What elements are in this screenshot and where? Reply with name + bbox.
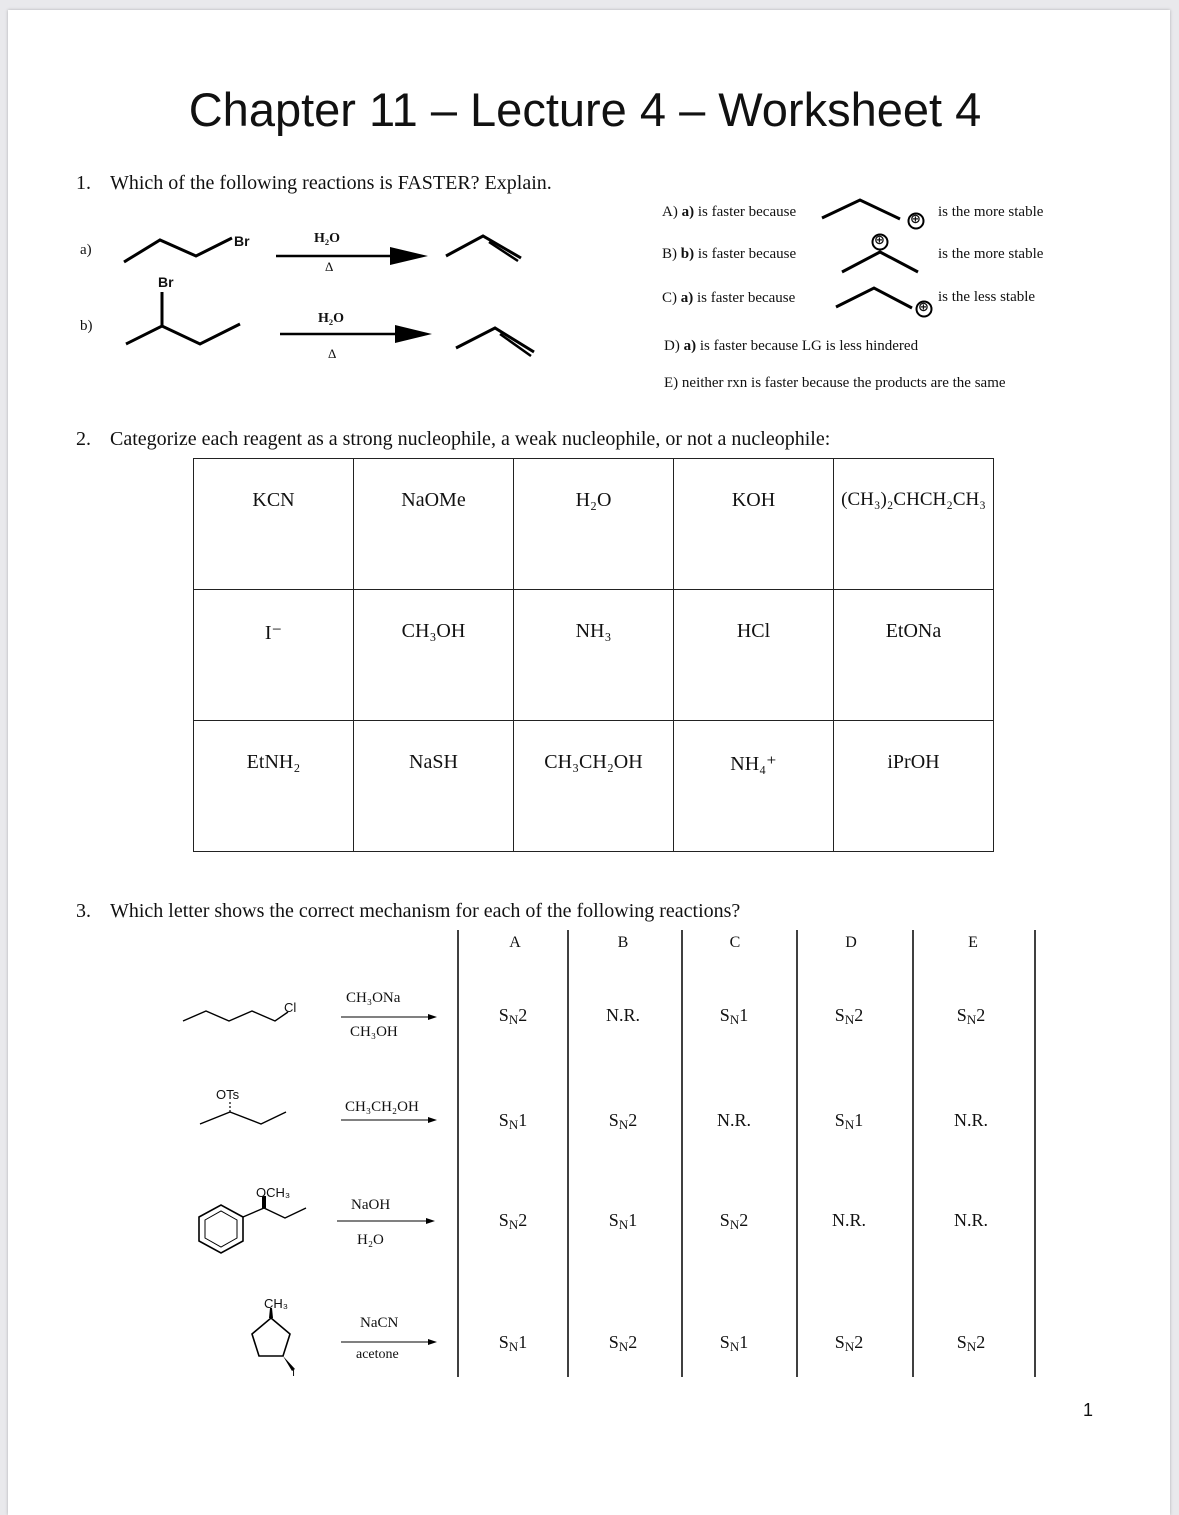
- option-E[interactable]: E) neither rxn is faster because the products are the same: [664, 375, 1006, 391]
- reagent-b: H₂O: [318, 311, 344, 326]
- bromine-label-a: Br: [234, 233, 250, 249]
- option-C-tail: is the less stable: [938, 289, 1036, 305]
- option-B[interactable]: B) b) is faster because: [662, 246, 797, 262]
- page-number: 1: [1083, 1400, 1094, 1420]
- reagent-cell[interactable]: NH₄⁺: [674, 721, 834, 852]
- cation-charge-C: ⊕: [918, 299, 929, 314]
- reagent-cell[interactable]: EtNH₂: [194, 721, 354, 852]
- mechanism-option[interactable]: SN1: [834, 1110, 864, 1132]
- mechanism-option[interactable]: SN2: [834, 1332, 864, 1354]
- reagent-cell[interactable]: KCN: [194, 459, 354, 590]
- substituent-label: OCH₃: [256, 1185, 291, 1200]
- mechanism-option[interactable]: SN2: [498, 1005, 528, 1027]
- reagent-cell[interactable]: EtONa: [834, 590, 994, 721]
- mechanism-option[interactable]: SN2: [834, 1005, 864, 1027]
- reagent-top: NaCN: [360, 1315, 399, 1331]
- q3-number: 3.: [76, 900, 91, 922]
- mechanism-option[interactable]: SN2: [608, 1110, 638, 1132]
- page-title: Chapter 11 – Lecture 4 – Worksheet 4: [188, 83, 982, 136]
- mechanism-option[interactable]: N.R.: [953, 1210, 988, 1230]
- mechanism-option[interactable]: SN2: [719, 1210, 749, 1232]
- reagent-cell[interactable]: NaSH: [354, 721, 514, 852]
- reagent-top: CH₃CH₂OH: [345, 1099, 419, 1115]
- reagent-top: CH₃ONa: [346, 990, 401, 1006]
- reagent-cell[interactable]: NH₃: [514, 590, 674, 721]
- reagent-cell[interactable]: H₂O: [514, 459, 674, 590]
- mechanism-option[interactable]: SN1: [608, 1210, 638, 1232]
- reagent-cell[interactable]: CH₃OH: [354, 590, 514, 721]
- mechanism-option[interactable]: N.R.: [716, 1110, 751, 1130]
- reagent-cell[interactable]: KOH: [674, 459, 834, 590]
- column-header-A: A: [509, 934, 521, 951]
- mechanism-option[interactable]: SN2: [608, 1332, 638, 1354]
- cation-charge-B: ⊕: [874, 232, 885, 247]
- condition-a: Δ: [325, 259, 334, 274]
- substituent-label: CH₃: [264, 1296, 289, 1311]
- cation-charge-A: ⊕: [910, 211, 921, 226]
- mechanism-option[interactable]: SN1: [719, 1332, 749, 1354]
- q2-number: 2.: [76, 428, 91, 450]
- benzene-ring: [199, 1205, 243, 1253]
- bromine-label-b: Br: [158, 274, 174, 290]
- substituent-label-iodine: I: [292, 1367, 296, 1379]
- substituent-label: OTs: [216, 1087, 240, 1102]
- mechanism-option[interactable]: SN2: [956, 1005, 986, 1027]
- mechanism-option[interactable]: SN1: [498, 1332, 528, 1354]
- q2-text: Categorize each reagent as a strong nucleophile, a weak nucleophile, or not a nucleophile:: [110, 428, 831, 450]
- mechanism-option[interactable]: SN1: [498, 1110, 528, 1132]
- cyclopentane-ring: [252, 1318, 290, 1356]
- column-header-B: B: [617, 934, 629, 951]
- mechanism-option[interactable]: SN1: [719, 1005, 749, 1027]
- reagent-a: H₂O: [314, 231, 340, 246]
- mechanism-option[interactable]: N.R.: [605, 1005, 640, 1025]
- column-header-C: C: [729, 934, 741, 951]
- column-header-E: E: [968, 934, 978, 951]
- chloroalkane-skeleton: [183, 1011, 288, 1021]
- option-C[interactable]: C) a) is faster because: [662, 290, 796, 306]
- reagent-bottom: CH₃OH: [350, 1024, 398, 1040]
- mechanism-option[interactable]: SN2: [498, 1210, 528, 1232]
- mechanism-option[interactable]: N.R.: [953, 1110, 988, 1130]
- q1-text: Which of the following reactions is FASTER? Explain.: [110, 172, 552, 194]
- option-B-tail: is the more stable: [938, 246, 1044, 262]
- option-D[interactable]: D) a) is faster because LG is less hindered: [664, 338, 919, 354]
- option-A[interactable]: A) a) is faster because: [662, 204, 797, 220]
- reagent-cell[interactable]: (CH₃)₂CHCH₂CH₃: [834, 459, 994, 590]
- reagent-cell[interactable]: NaOMe: [354, 459, 514, 590]
- q1-number: 1.: [76, 172, 91, 194]
- reagent-cell[interactable]: CH₃CH₂OH: [514, 721, 674, 852]
- option-A-tail: is the more stable: [938, 204, 1044, 220]
- condition-b: Δ: [328, 346, 337, 361]
- reagent-bottom: acetone: [356, 1347, 399, 1362]
- rxn-a-label: a): [80, 242, 92, 258]
- reagent-bottom: H₂O: [357, 1232, 384, 1248]
- mechanism-option[interactable]: N.R.: [831, 1210, 866, 1230]
- reagent-cell[interactable]: I⁻: [194, 590, 354, 721]
- q3-text: Which letter shows the correct mechanism for each of the following reactions?: [110, 900, 741, 922]
- rxn-b-label: b): [80, 318, 93, 334]
- tosylate-skeleton: [200, 1112, 286, 1124]
- reagent-cell[interactable]: iPrOH: [834, 721, 994, 852]
- reagent-cell[interactable]: HCl: [674, 590, 834, 721]
- mechanism-option[interactable]: SN2: [956, 1332, 986, 1354]
- column-header-D: D: [845, 934, 857, 951]
- reagent-top: NaOH: [351, 1197, 391, 1213]
- substituent-label: Cl: [284, 1000, 297, 1015]
